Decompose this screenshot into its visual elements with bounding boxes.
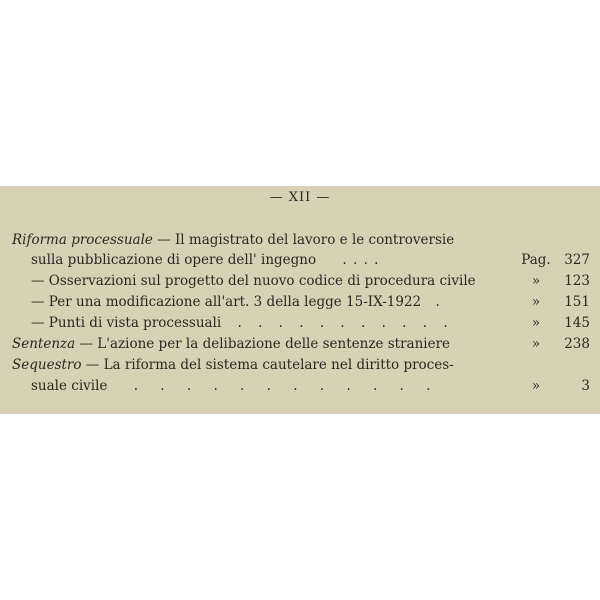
entry-title-line1: — Il magistrato del lavoro e le controversie [157,232,455,248]
index-entry-sequestro [0,355,600,375]
entry-title-line2: suale civile [31,378,108,394]
page-marker: » [531,336,541,352]
index-page [0,186,600,414]
page-marker: » [531,378,541,394]
page-reference: 123 [564,273,590,289]
page-marker: Pag. [521,252,551,268]
index-entry-riforma-processuale-cont [0,250,600,270]
page-reference: 151 [564,294,590,310]
entry-title-line1: — La riforma del sistema cautelare nel diritto proces- [85,357,454,373]
page-reference: 145 [564,315,590,331]
index-entry-sequestro-cont [0,376,600,396]
leader-dots: . . . . . . . . . . . . [133,378,440,394]
page-marker: » [531,294,541,310]
page-reference: 238 [564,336,590,352]
leader-dots: . . . . [342,252,380,268]
page-reference: 3 [581,378,590,394]
entry-title: — Osservazioni sul progetto del nuovo codice di procedura civile [31,273,476,289]
leader-dots: . [435,294,441,310]
index-entry-osservazioni [0,271,600,291]
index-entry-sentenza [0,334,600,354]
index-entry-modificazione [0,292,600,312]
entry-title: — Punti di vista processuali [31,315,222,331]
index-entry-riforma-processuale [0,230,600,250]
entry-keyword: Riforma processuale [12,232,153,248]
page-marker: » [531,273,541,289]
index-entry-punti-di-vista [0,313,600,333]
leader-dots: . . . . . . . . . . . [237,315,454,331]
entry-keyword: Sentenza [12,336,76,352]
entry-title: — Per una modificazione all'art. 3 della legge 15-IX-1922 [31,294,422,310]
page-number: — XII — [269,190,331,205]
entry-title: — L'azione per la delibazione delle sentenze straniere [79,336,451,352]
entry-title-line2: sulla pubblicazione di opere dell' ingegno [31,252,317,268]
page-reference: 327 [564,252,590,268]
page-marker: » [531,315,541,331]
entry-keyword: Sequestro [12,357,82,373]
